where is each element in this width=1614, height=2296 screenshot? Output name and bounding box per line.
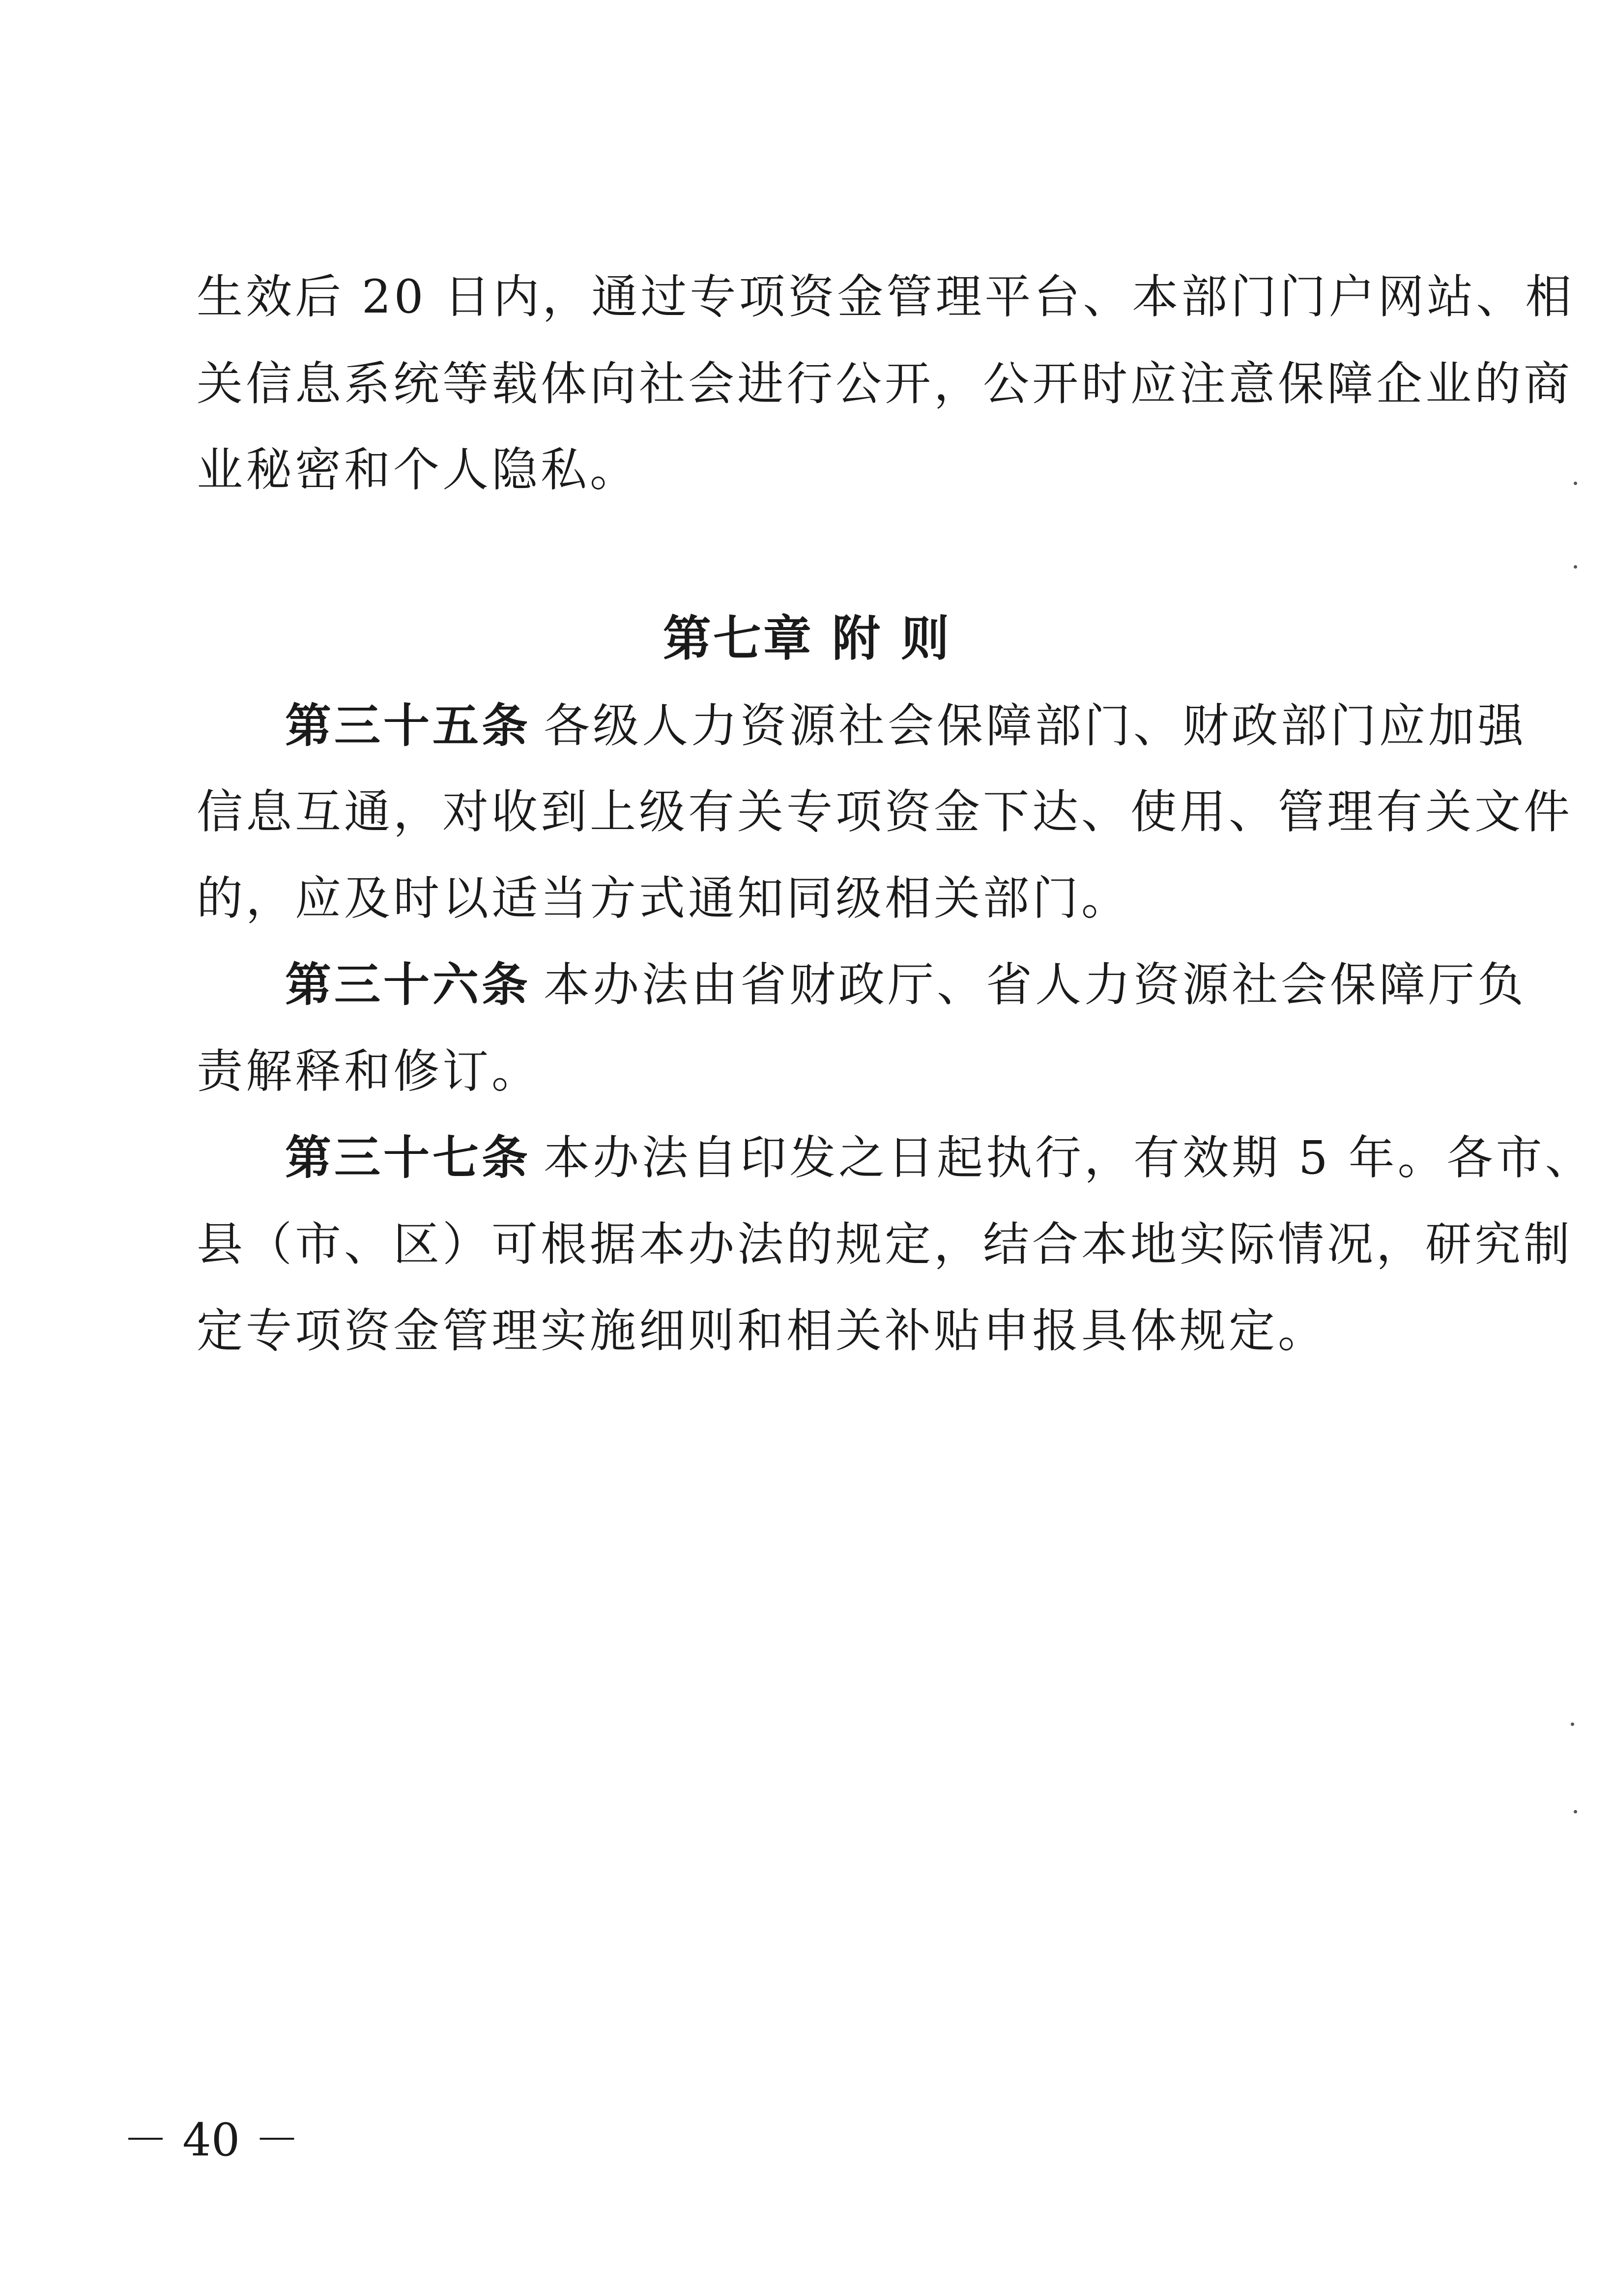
scan-speck <box>1574 1810 1577 1813</box>
article-37-first-line <box>285 1129 1594 1188</box>
paragraph-line: 关信息系统等载体向社会进行公开，公开时应注意保障企业的商 <box>197 357 1573 411</box>
scan-speck <box>1574 482 1577 485</box>
paragraph-line: 信息互通，对收到上级有关专项资金下达、使用、管理有关文件 <box>197 785 1573 839</box>
article-35-first-line <box>285 697 1527 756</box>
paragraph-line: 业秘密和个人隐私。 <box>197 443 639 497</box>
paragraph-line: 县（市、区）可根据本办法的规定，结合本地实际情况，研究制 <box>197 1218 1573 1271</box>
scan-speck <box>1574 565 1577 569</box>
paragraph-line: 定专项资金管理实施细则和相关补贴申报具体规定。 <box>197 1304 1327 1358</box>
article-36-first-line <box>285 956 1527 1015</box>
article-number: 第三十七条 <box>285 1131 531 1185</box>
article-number: 第三十五条 <box>285 699 531 753</box>
page-number: － 40 － <box>123 2114 300 2166</box>
article-number: 第三十六条 <box>285 958 531 1012</box>
paragraph-line: 的，应及时以适当方式通知同级相关部门。 <box>197 872 1131 925</box>
paragraph-line: 生效后 20 日内，通过专项资金管理平台、本部门门户网站、相 <box>197 270 1575 324</box>
article-text: 本办法自印发之日起执行，有效期 5 年。各市、 <box>544 1131 1594 1185</box>
scan-speck <box>1571 1722 1574 1726</box>
chapter-heading: 第七章 附 则 <box>663 611 951 667</box>
article-text: 各级人力资源社会保障部门、财政部门应加强 <box>544 699 1527 753</box>
paragraph-line: 责解释和修订。 <box>197 1045 541 1098</box>
article-text: 本办法由省财政厅、省人力资源社会保障厅负 <box>544 958 1527 1012</box>
